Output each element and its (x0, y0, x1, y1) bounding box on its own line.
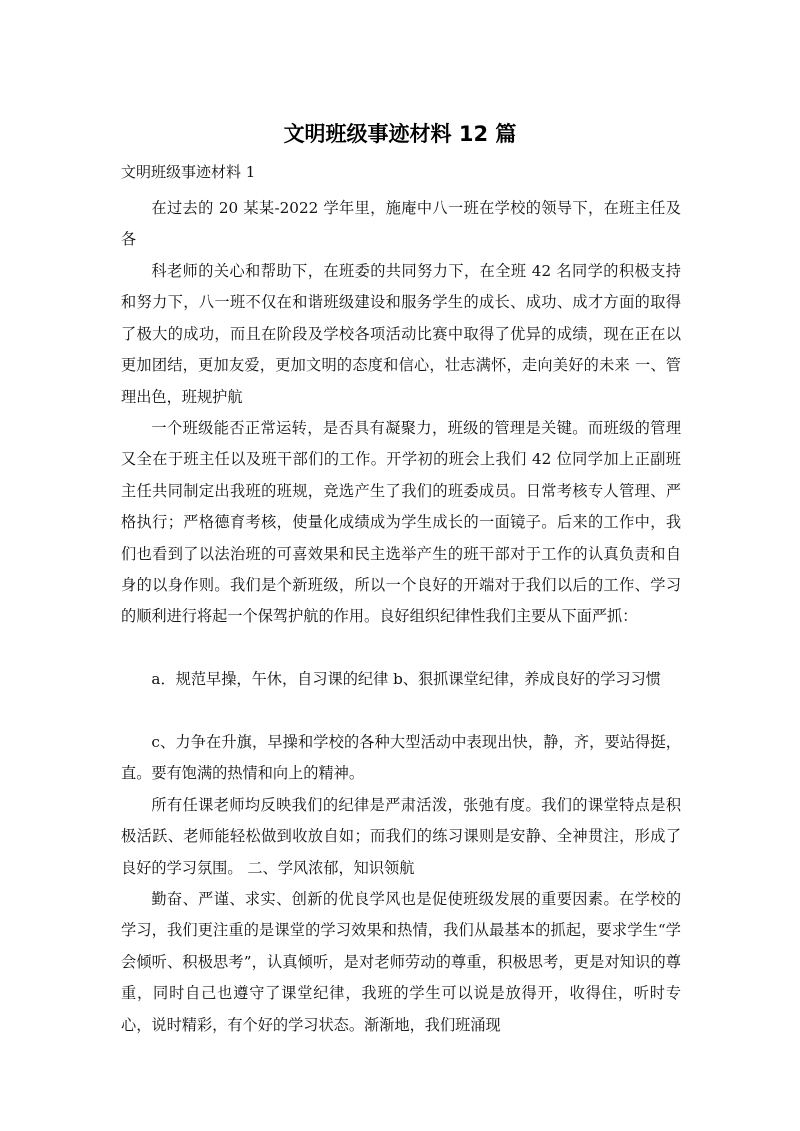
paragraph-text: 科老师的关心和帮助下，在班委的共同努力下，在全班 42 名同学的积极支持和努力下，八一班不仅在和谐班级建设和服务学生的成长、成功、成才方面的取得了极大的成功，而且在阶段及学校各项活动比赛中取得了优异的成绩，现在正在以更加团结，更加友爱，更加文明的态度和信心，壮志满怀，走向美好的未来 一、管理出色，班规护航 (121, 262, 681, 406)
paragraph-7 (121, 884, 681, 1041)
paragraph-3 (121, 413, 681, 633)
paragraph-text: 在过去的 20 某某-2022 学年里，施庵中八一班在学校的领导下，在班主任及各 (121, 199, 681, 249)
paragraph-text: c、力争在升旗，早操和学校的各种大型活动中表现出快，静，齐，要站得挺，直。要有饱满的热情和向上的精神。 (121, 733, 681, 783)
paragraph-text: a．规范早操，午休，自习课的纪律 b、狠抓课堂纪律，养成良好的学习习惯 (151, 670, 661, 688)
paragraph-5 (121, 727, 681, 790)
paragraph-6 (121, 790, 681, 884)
document-title: 文明班级事迹材料 12 篇 (283, 122, 517, 146)
document-subtitle: 文明班级事迹材料 1 (121, 163, 256, 181)
paragraph-4 (121, 664, 681, 695)
paragraph-2 (121, 256, 681, 413)
paragraph-text: 一个班级能否正常运转，是否具有凝聚力，班级的管理是关键。而班级的管理又全在于班主任以及班干部们的工作。开学初的班会上我们 42 位同学加上正副班主任共同制定出我班的班规，竞选产生了我们的班委成员。日常考核专人管理、严格执行；严格德育考核，使量化成绩成为学生成长的一面镜子。后来的工作中，我们也看到了以法治班的可喜效果和民主选举产生的班干部对于工作的认真负责和自身的以身作则。我们是个新班级，所以一个良好的开端对于我们以后的工作、学习的顺利进行将起一个保驾护航的作用。良好组织纪律性我们主要从下面严抓： (121, 419, 681, 626)
paragraph-text: 所有任课老师均反映我们的纪律是严肃活泼，张弛有度。我们的课堂特点是积极活跃、老师能轻松做到收放自如；而我们的练习课则是安静、全神贯注，形成了良好的学习氛围。 二、学风浓郁，知识领航 (121, 796, 681, 877)
paragraph-1 (121, 193, 681, 256)
paragraph-text: 勤奋、严谨、求实、创新的优良学风也是促使班级发展的重要因素。在学校的学习，我们更注重的是课堂的学习效果和热情，我们从最基本的抓起，要求学生“学会倾听、积极思考”，认真倾听，是对老师劳动的尊重，积极思考，更是对知识的尊重，同时自己也遵守了课堂纪律，我班的学生可以说是放得开，收得住，听时专心，说时精彩，有个好的学习状态。渐渐地，我们班涌现 (121, 890, 681, 1034)
